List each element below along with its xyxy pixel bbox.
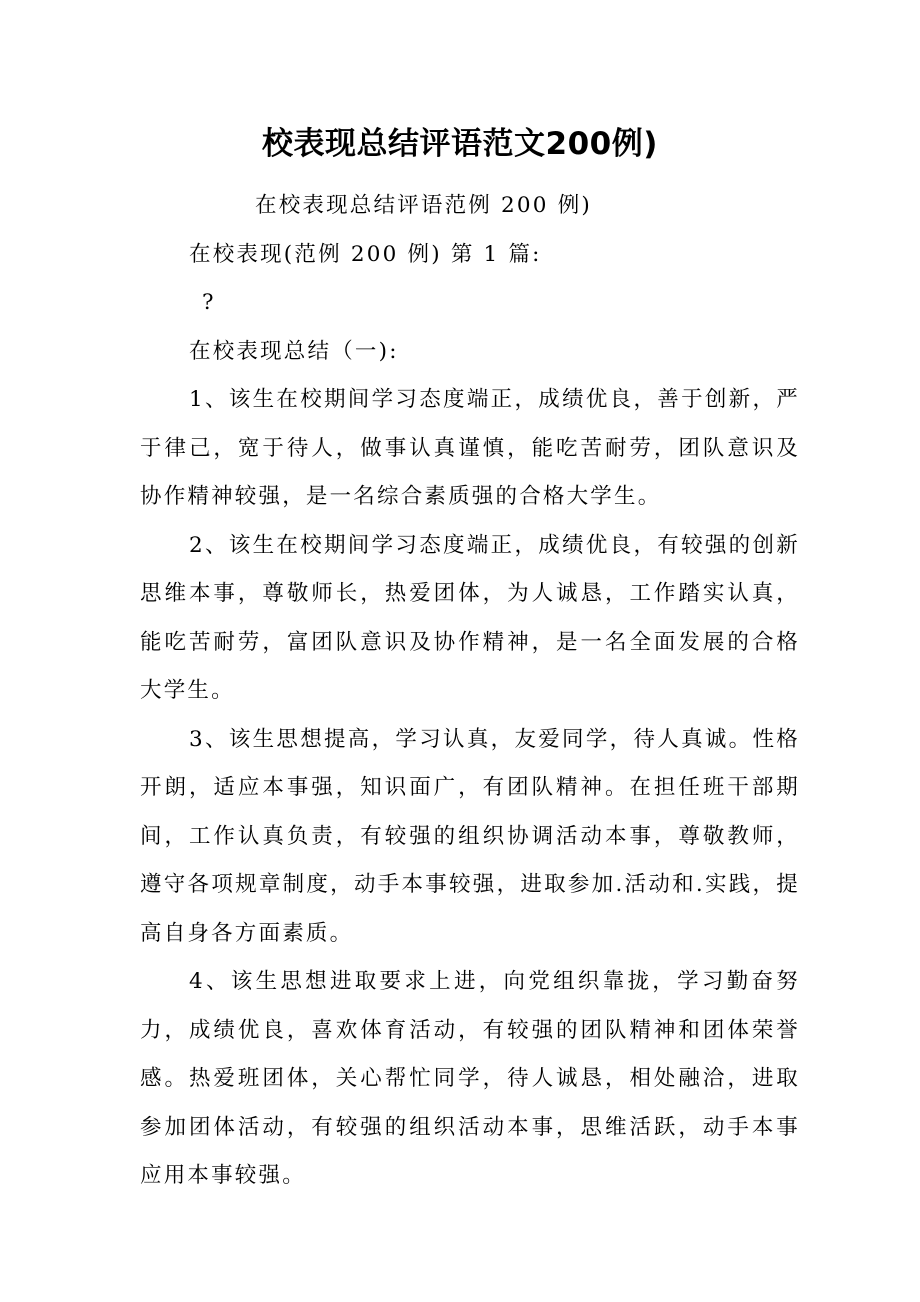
document-body: [140, 182, 800, 1201]
paragraph-1: 1、该生在校期间学习态度端正，成绩优良，善于创新，严于律己，宽于待人，做事认真谨慎，能吃苦耐劳，团队意识及协作精神较强，是一名综合素质强的合格大学生。: [140, 387, 800, 509]
paragraph-2: 2、该生在校期间学习态度端正，成绩优良，有较强的创新思维本事，尊敬师长，热爱团体，为人诚恳，工作踏实认真，能吃苦耐劳，富团队意识及协作精神，是一名全面发展的合格大学生。: [140, 532, 800, 703]
paragraph-4: 4、该生思想进取要求上进，向党组织靠拢，学习勤奋努力，成绩优良，喜欢体育活动，有较强的团队精神和团体荣誉感。热爱班团体，关心帮忙同学，待人诚恳，相处融洽，进取参加团体活动，有较强的组织活动本事，思维活跃，动手本事应用本事较强。: [140, 969, 800, 1188]
section-heading: 在校表现(范例 200 例) 第 1 篇:: [189, 241, 542, 267]
summary-heading: 在校表现总结（一):: [189, 338, 399, 364]
question-mark: ?: [202, 290, 216, 315]
document-subtitle: 在校表现总结评语范例 200 例): [255, 193, 592, 218]
paragraph-3: 3、该生思想提高，学习认真，友爱同学，待人真诚。性格开朗，适应本事强，知识面广，有团队精神。在担任班干部期间，工作认真负责，有较强的组织协调活动本事，尊敬教师，遵守各项规章制度，动手本事较强，进取参加.活动和.实践，提高自身各方面素质。: [140, 726, 800, 946]
document-title: 校表现总结评语范文200例): [262, 126, 658, 162]
